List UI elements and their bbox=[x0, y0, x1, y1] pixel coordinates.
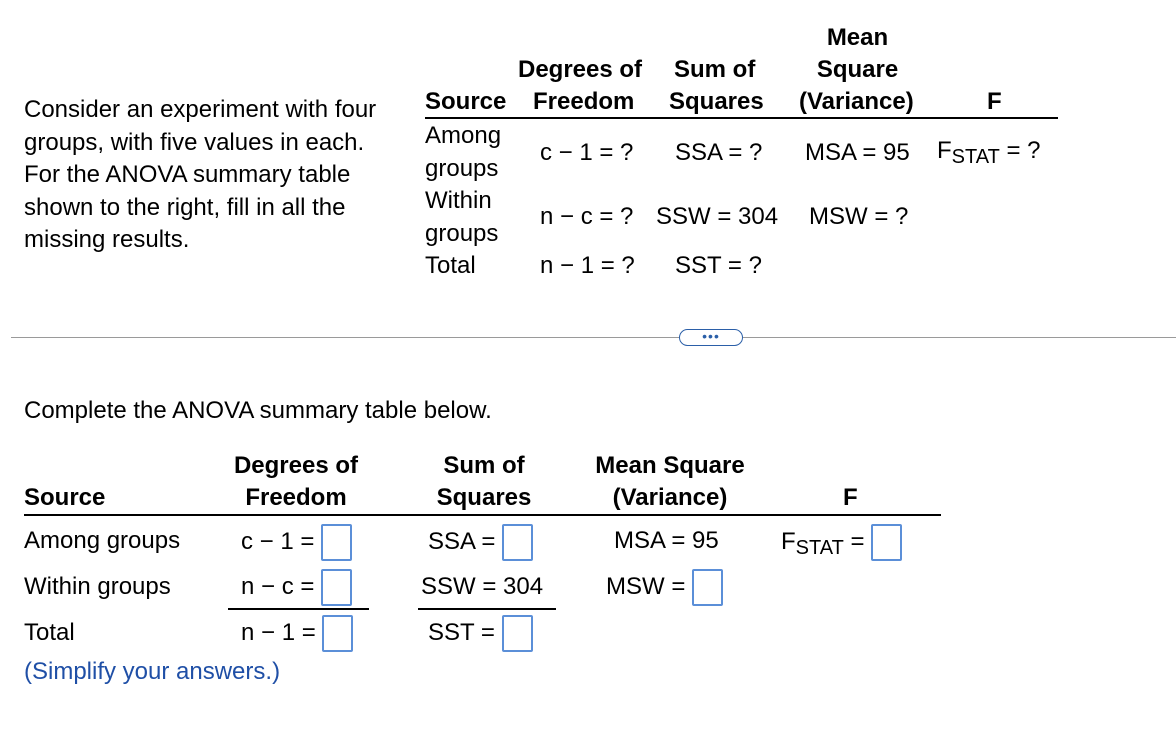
among-df-input[interactable] bbox=[321, 524, 352, 561]
given-header-ms-line3: (Variance) bbox=[799, 88, 914, 115]
within-ms-input[interactable] bbox=[692, 569, 723, 606]
answer-among-source: Among groups bbox=[24, 527, 181, 554]
answer-total-df: n − 1 = bbox=[241, 614, 353, 652]
total-df-input[interactable] bbox=[322, 615, 353, 652]
answer-header-df-line1: Degrees of bbox=[233, 452, 359, 479]
answer-header-ss-line2: Squares bbox=[436, 484, 532, 511]
answer-header-source: Source bbox=[24, 484, 106, 511]
answer-header-ms-line1: Mean Square bbox=[595, 452, 745, 479]
df-total-rule bbox=[228, 608, 369, 610]
given-within-source-line2: groups bbox=[425, 220, 499, 247]
expand-more-button[interactable]: ••• bbox=[679, 329, 743, 346]
section-divider-left bbox=[11, 337, 679, 338]
section-divider-right bbox=[743, 337, 1176, 338]
given-among-ss: SSA = ? bbox=[675, 139, 763, 166]
given-header-ms-line2: Square bbox=[816, 56, 899, 83]
given-total-ss: SST = ? bbox=[675, 252, 762, 279]
given-total-source: Total bbox=[425, 252, 476, 279]
given-within-source-line1: Within bbox=[425, 187, 492, 214]
instruction-text: Complete the ANOVA summary table below. bbox=[24, 397, 492, 424]
given-among-df: c − 1 = ? bbox=[540, 139, 634, 166]
given-among-source-line2: groups bbox=[425, 155, 499, 182]
given-among-f: $F_{STAT}$ = ? bbox=[937, 137, 1041, 168]
answer-header-df-line2: Freedom bbox=[245, 484, 347, 511]
answer-header-rule bbox=[24, 514, 941, 516]
given-among-ms: MSA = 95 bbox=[805, 139, 910, 166]
given-within-ss: SSW = 304 bbox=[656, 203, 779, 230]
answer-total-ss: SST = bbox=[428, 614, 533, 652]
given-header-ms-line1: Mean bbox=[826, 24, 889, 51]
answer-total-source: Total bbox=[24, 619, 75, 646]
given-total-df: n − 1 = ? bbox=[540, 252, 635, 279]
answer-among-ss: SSA = bbox=[428, 523, 533, 561]
answer-within-df: n − c = bbox=[241, 568, 352, 606]
answer-among-ms: MSA = 95 bbox=[614, 527, 719, 554]
ss-total-rule bbox=[418, 608, 556, 610]
problem-statement: Consider an experiment with four groups, with five values in each. For the ANOVA summary table shown to the right, fill in all the missing results. bbox=[24, 96, 377, 253]
given-among-source-line1: Among bbox=[425, 122, 502, 149]
answer-among-df: c − 1 = bbox=[241, 523, 352, 561]
answer-header-f: F bbox=[843, 484, 858, 511]
given-header-ss-line2: Squares bbox=[669, 88, 764, 115]
total-ss-input[interactable] bbox=[502, 615, 533, 652]
within-df-input[interactable] bbox=[321, 569, 352, 606]
given-header-df-line2: Freedom bbox=[533, 88, 635, 115]
given-header-rule bbox=[425, 117, 1058, 119]
answer-within-ss: SSW = 304 bbox=[421, 573, 544, 600]
answer-header-ss-line1: Sum of bbox=[443, 452, 525, 479]
answer-within-source: Within groups bbox=[24, 573, 171, 600]
given-header-ss-line1: Sum of bbox=[674, 56, 756, 83]
given-within-df: n − c = ? bbox=[540, 203, 634, 230]
simplify-note: (Simplify your answers.) bbox=[24, 658, 281, 685]
given-header-df-line1: Degrees of bbox=[518, 56, 643, 83]
among-ss-input[interactable] bbox=[502, 524, 533, 561]
given-header-source: Source bbox=[425, 88, 507, 115]
f-stat-input[interactable] bbox=[871, 524, 902, 561]
given-within-ms: MSW = ? bbox=[809, 203, 909, 230]
answer-header-ms-line2: (Variance) bbox=[612, 484, 728, 511]
given-header-f: F bbox=[987, 88, 1002, 115]
answer-f-stat: $F_{STAT}$ = bbox=[781, 523, 902, 562]
answer-within-ms: MSW = bbox=[606, 568, 723, 606]
